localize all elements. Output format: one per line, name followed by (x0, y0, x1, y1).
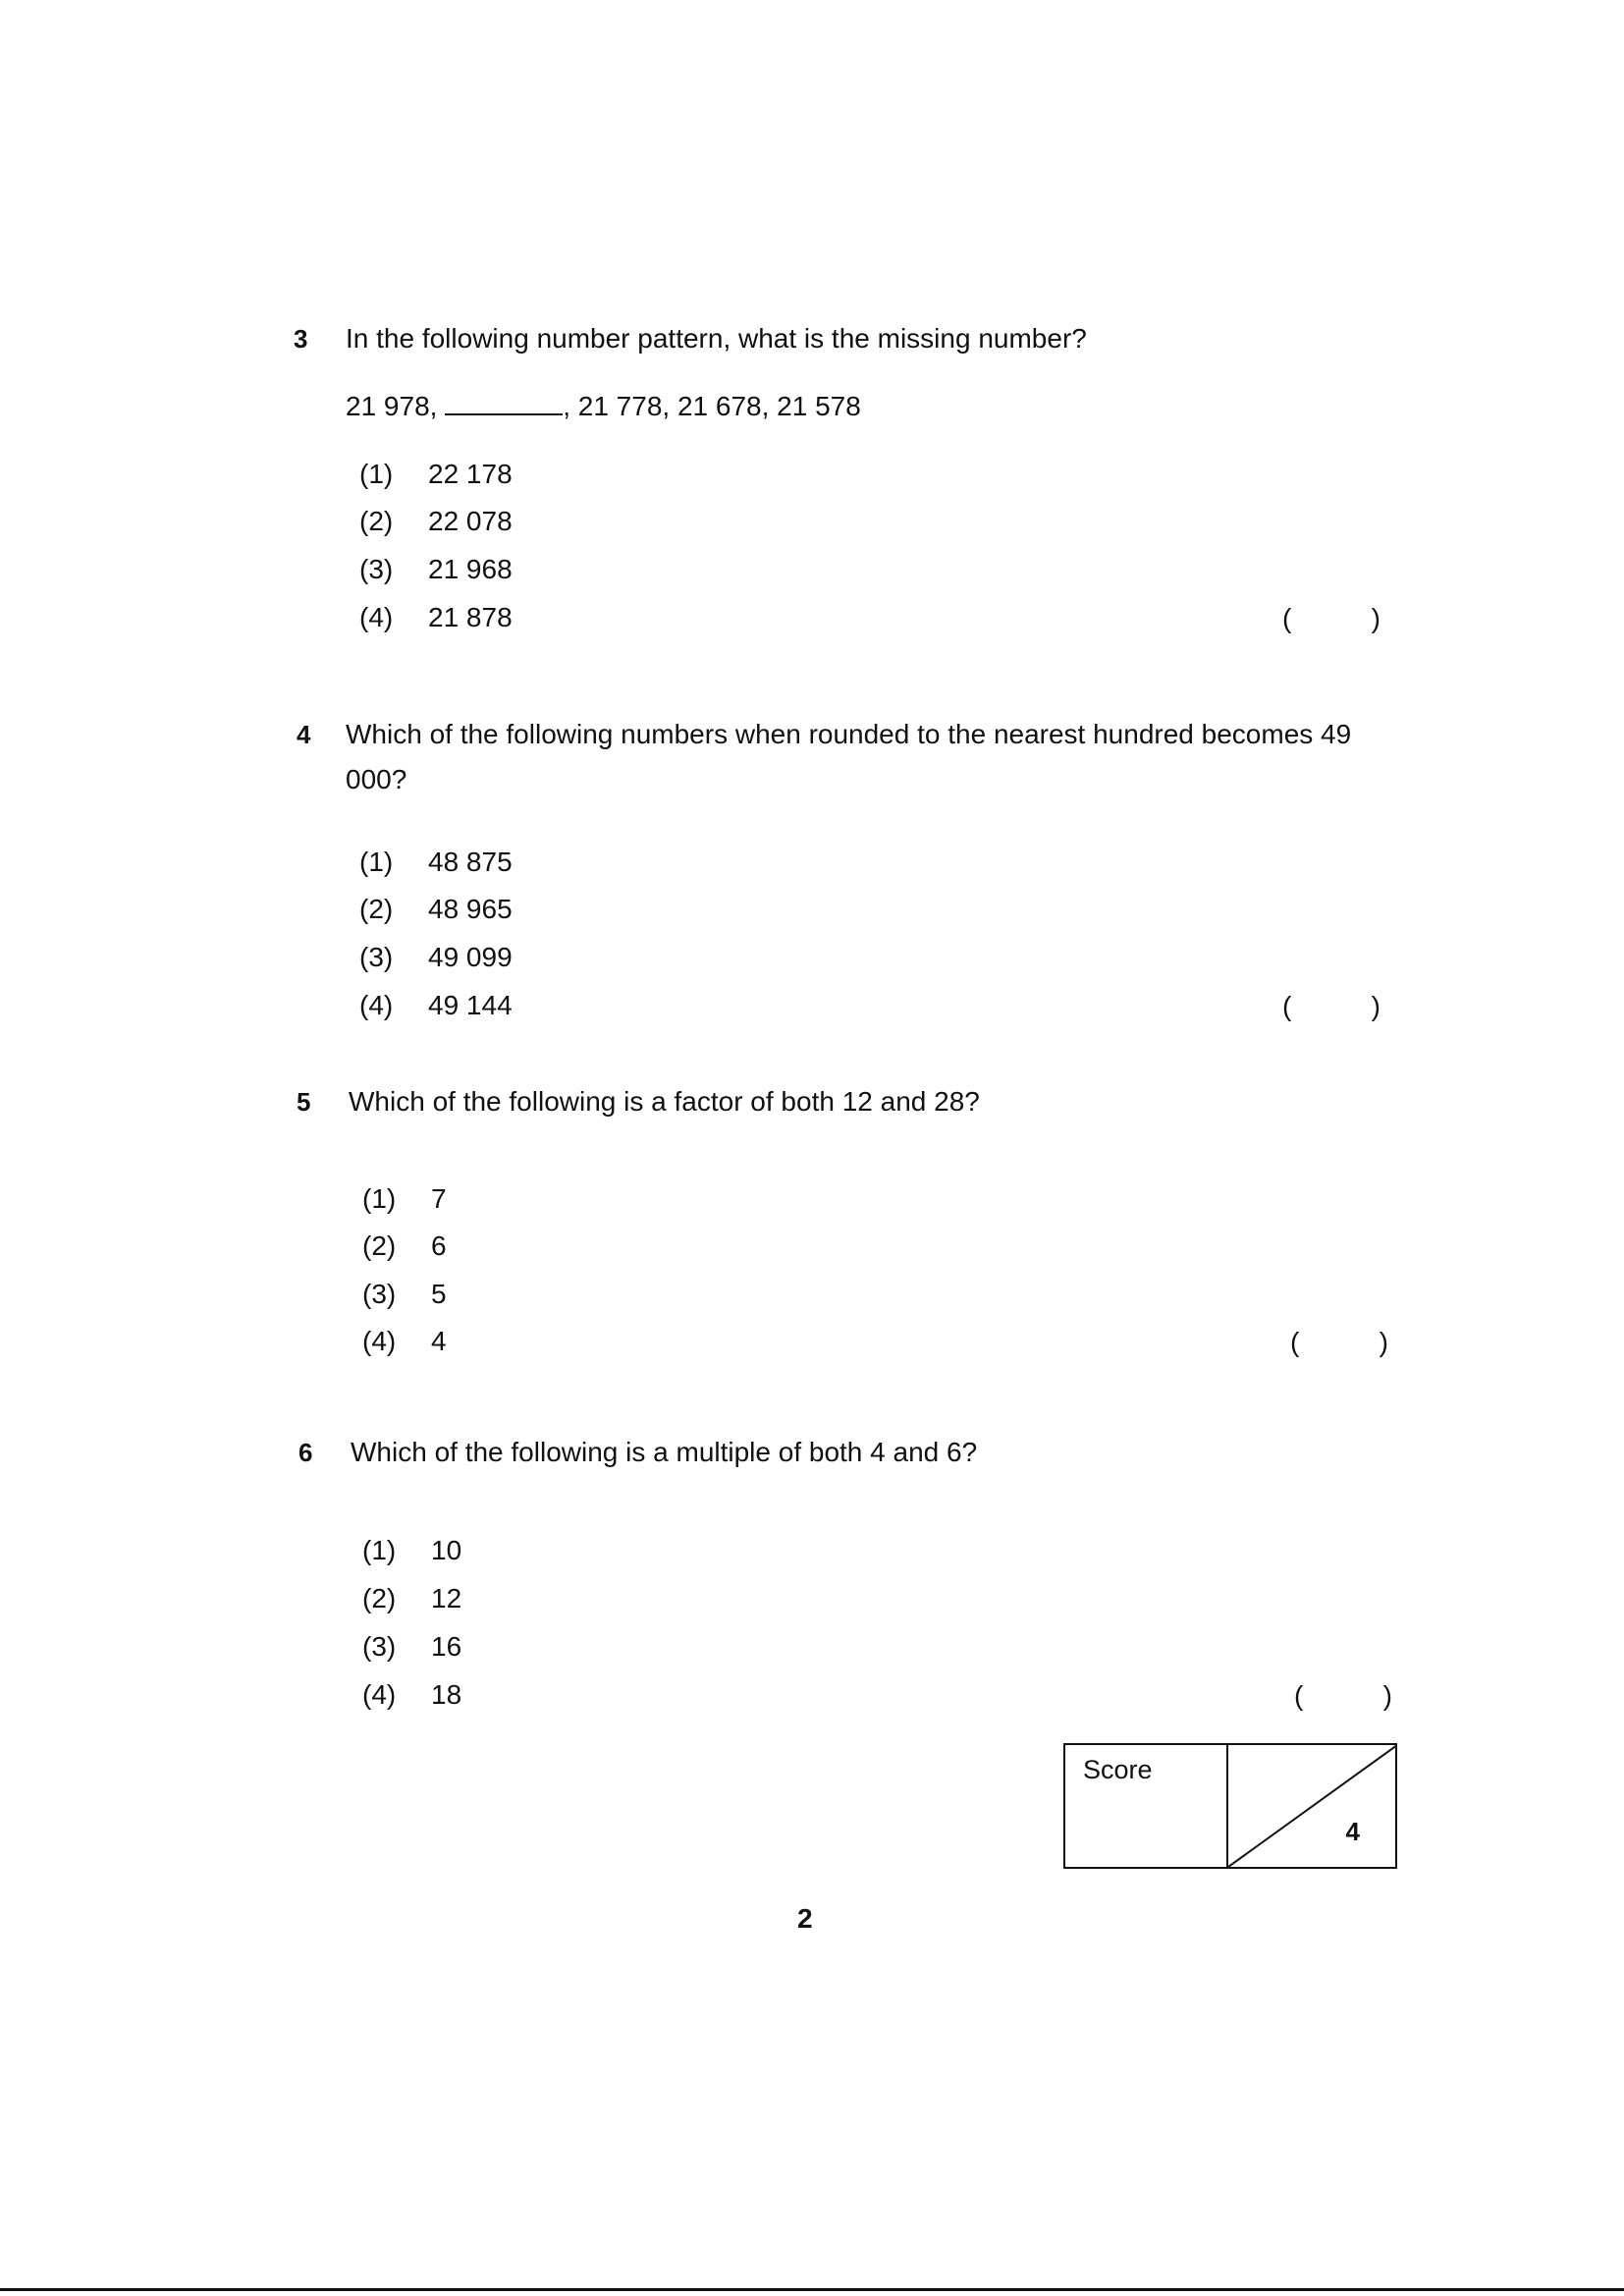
option-value: 22 078 (428, 506, 513, 536)
question-6-option-3[interactable] (362, 1627, 461, 1667)
score-max-value: 4 (1345, 1817, 1360, 1846)
option-value: 10 (431, 1535, 462, 1565)
question-3-number: 3 (294, 324, 308, 354)
option-label: (2) (362, 1583, 397, 1613)
bracket-close: ) (1371, 603, 1380, 633)
question-5-option-3[interactable] (362, 1275, 447, 1314)
option-label: (3) (362, 1279, 397, 1309)
option-value: 22 178 (428, 459, 513, 489)
bracket-open: ( (1282, 603, 1292, 633)
option-label: (1) (359, 459, 394, 489)
question-5-answer-box[interactable] (1290, 1327, 1388, 1358)
option-value: 49 099 (428, 942, 513, 972)
bracket-close: ) (1379, 1327, 1388, 1357)
bracket-open: ( (1294, 1680, 1304, 1711)
option-value: 21 878 (428, 602, 513, 632)
question-4-answer-box[interactable] (1282, 991, 1380, 1022)
score-entry-cell[interactable] (1065, 1745, 1228, 1867)
bracket-close: ) (1382, 1680, 1392, 1711)
option-value: 5 (431, 1279, 447, 1309)
option-label: (2) (362, 1230, 397, 1261)
question-4-option-3[interactable] (359, 938, 513, 977)
bracket-open: ( (1290, 1327, 1300, 1357)
question-4-text: Which of the following numbers when rounded to the nearest hundred becomes 49 000? (346, 719, 1352, 794)
option-label: (4) (359, 990, 394, 1020)
question-4-option-1[interactable] (359, 843, 513, 882)
question-3-option-4[interactable] (359, 598, 513, 637)
option-label: (4) (362, 1679, 397, 1710)
bracket-close: ) (1371, 991, 1380, 1021)
option-label: (4) (362, 1326, 397, 1356)
option-value: 21 968 (428, 554, 513, 584)
option-value: 48 965 (428, 894, 513, 924)
question-6-number: 6 (298, 1438, 313, 1467)
question-5-number: 5 (297, 1087, 311, 1117)
score-label: Score (1083, 1755, 1153, 1784)
question-4-option-4[interactable] (359, 986, 513, 1025)
option-label: (4) (359, 602, 394, 632)
option-value: 6 (431, 1230, 447, 1261)
option-value: 12 (431, 1583, 462, 1613)
question-4-option-2[interactable] (359, 890, 513, 929)
question-3-option-2[interactable] (359, 502, 513, 541)
question-6-option-4[interactable] (362, 1675, 461, 1715)
number-pattern (346, 391, 861, 422)
score-box (1063, 1743, 1397, 1869)
bracket-open: ( (1282, 991, 1292, 1021)
question-5-option-2[interactable] (362, 1227, 447, 1266)
question-3-option-3[interactable] (359, 550, 513, 589)
question-3-text: In the following number pattern, what is the missing number? (346, 323, 1087, 354)
pattern-start: 21 978, (346, 391, 438, 421)
option-label: (1) (359, 847, 394, 877)
question-5-text: Which of the following is a factor of both 12 and 28? (349, 1086, 980, 1117)
option-value: 16 (431, 1631, 462, 1662)
pattern-end: , 21 778, 21 678, 21 578 (563, 391, 861, 421)
question-3-answer-box[interactable] (1282, 603, 1380, 634)
question-6-option-1[interactable] (362, 1531, 461, 1570)
question-6-answer-box[interactable] (1294, 1680, 1392, 1712)
option-value: 49 144 (428, 990, 513, 1020)
question-5-option-1[interactable] (362, 1179, 447, 1219)
question-5-option-4[interactable] (362, 1322, 447, 1361)
page-number: 2 (797, 1903, 813, 1934)
option-label: (3) (359, 554, 394, 584)
option-value: 7 (431, 1183, 447, 1214)
question-4-number: 4 (297, 720, 311, 749)
score-diagonal-line (1228, 1745, 1397, 1867)
question-6-text: Which of the following is a multiple of both 4 and 6? (351, 1437, 978, 1467)
option-value: 18 (431, 1679, 462, 1710)
option-label: (1) (362, 1183, 397, 1214)
bottom-rule (0, 2288, 1624, 2291)
option-label: (2) (359, 506, 394, 536)
option-value: 4 (431, 1326, 447, 1356)
question-3-option-1[interactable] (359, 455, 513, 494)
option-label: (1) (362, 1535, 397, 1565)
score-max-cell (1228, 1745, 1395, 1867)
option-label: (3) (359, 942, 394, 972)
option-label: (3) (362, 1631, 397, 1662)
question-6-option-2[interactable] (362, 1579, 461, 1618)
missing-number-blank[interactable] (445, 392, 563, 415)
option-value: 48 875 (428, 847, 513, 877)
option-label: (2) (359, 894, 394, 924)
